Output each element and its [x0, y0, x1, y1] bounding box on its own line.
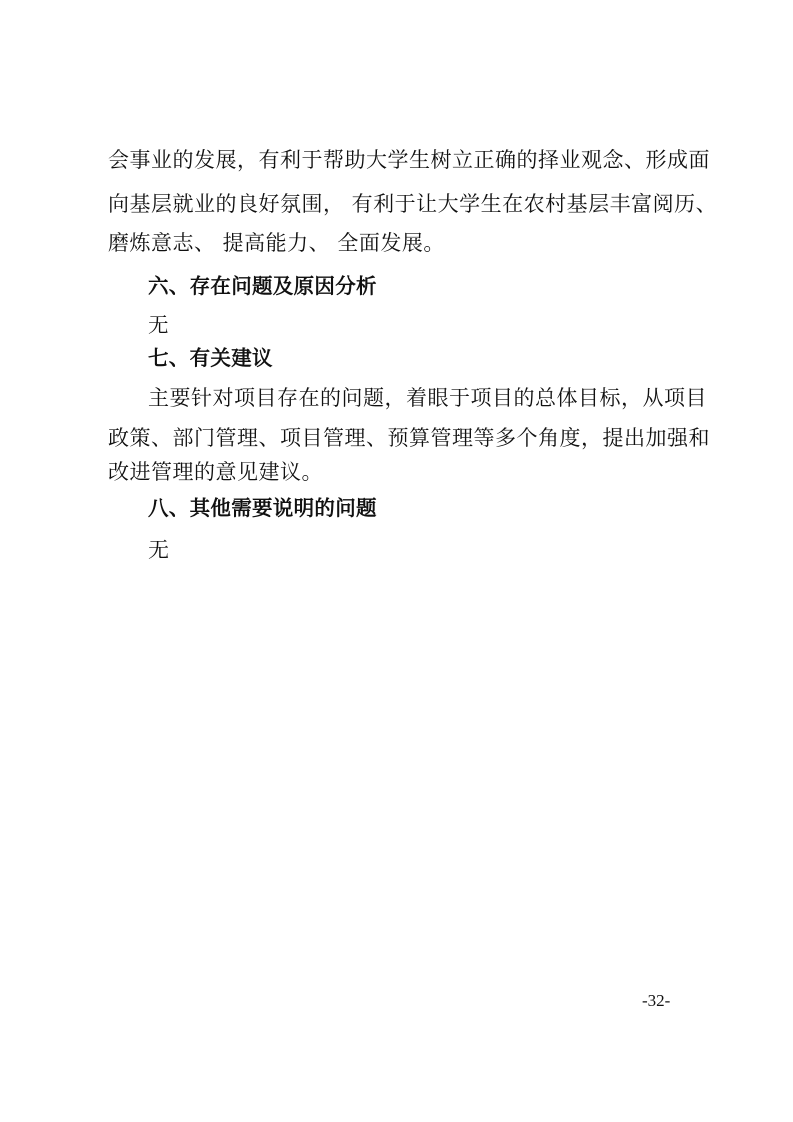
section-body-8: 无: [148, 538, 170, 562]
body-text-line: 改进管理的意见建议。: [108, 460, 323, 484]
section-heading-7: 七、有关建议: [148, 346, 273, 370]
body-text-line: 会事业的发展，有利于帮助大学生树立正确的择业观念、形成面: [108, 148, 710, 172]
section-heading-8: 八、其他需要说明的问题: [148, 496, 377, 520]
page-number: -32-: [642, 991, 671, 1010]
body-text-line: 磨炼意志、 提高能力、 全面发展。: [108, 231, 445, 255]
body-text-line: 主要针对项目存在的问题，着眼于项目的总体目标，从项目: [148, 386, 707, 410]
section-heading-6: 六、存在问题及原因分析: [148, 274, 377, 298]
body-text-line: 政策、部门管理、项目管理、预算管理等多个角度，提出加强和: [108, 426, 710, 450]
section-body-6: 无: [148, 313, 169, 337]
body-text-line: 向基层就业的良好氛围， 有利于让大学生在农村基层丰富阅历、: [108, 192, 718, 216]
